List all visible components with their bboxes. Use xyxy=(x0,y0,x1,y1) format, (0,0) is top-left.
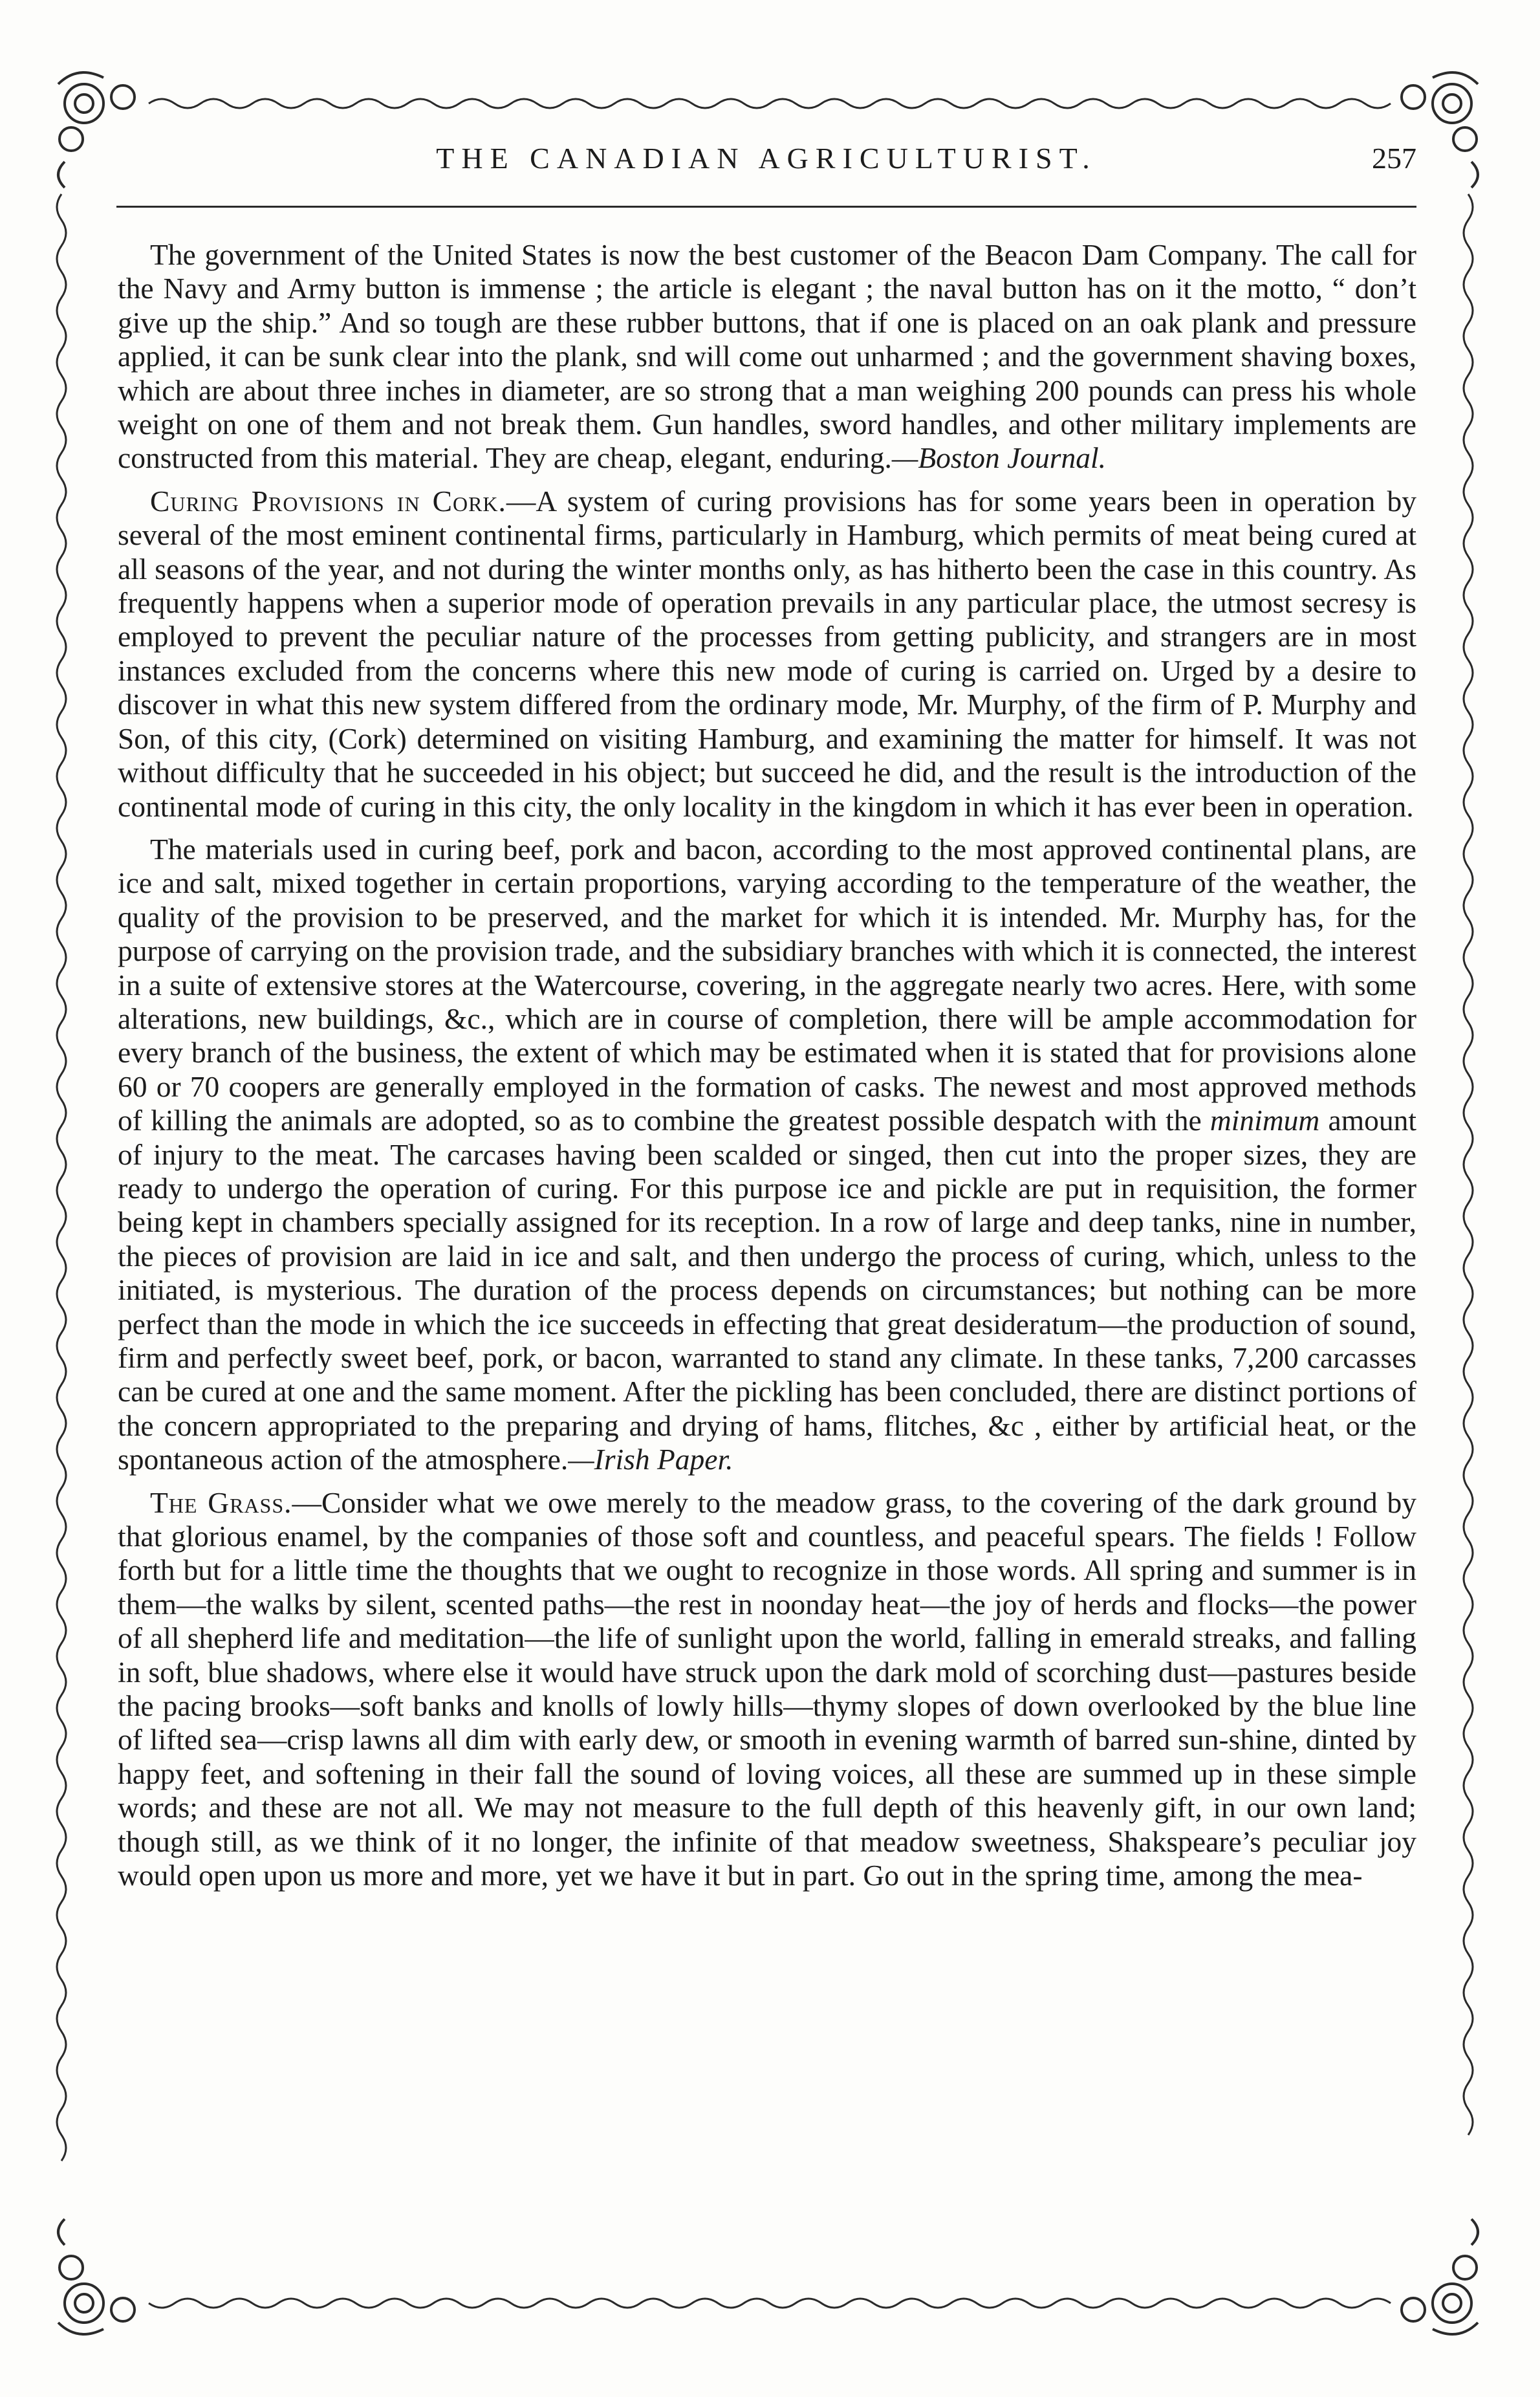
italic-text: —Irish Paper. xyxy=(568,1443,733,1476)
article-paragraph xyxy=(118,238,1416,476)
running-header xyxy=(116,133,1416,184)
body-text: The government of the United States is now the best customer of the Beacon Dam Company. The call for the Navy and Army button is immense ; the article is elegant ; the naval button has on it the motto, “ don’t give up the ship.” And so tough are these rubber buttons, that if one is placed on an oak plank and pressure applied, it can be sunk clear into the plank, snd will come out unharmed ; and the government shaving boxes, which are about three inches in diameter, are so strong that a man weighing 200 pounds can press his whole weight on one of them and not break them. Gun handles, sword handles, and other military implements are constructed from this material. They are cheap, elegant, enduring. xyxy=(118,238,1416,475)
article-heading: The Grass. xyxy=(150,1485,292,1519)
body-text: The materials used in curing beef, pork and bacon, according to the most approved continental plans, are ice and salt, mixed together in certain proportions, varying according to the temperature of the weather, the quality of the provision to be preserved, and the market for which it is intended. Mr. Murphy has, for the purpose of carrying on the provision trade, and the subsidiary branches with which it is connected, the interest in a suite of extensive stores at the Watercourse, covering, in the aggregate nearly two acres. Here, with some alterations, new buildings, &c., which are in course of completion, there will be ample accommodation for every branch of the business, the extent of which may be estimated when it is stated that for provisions alone 60 or 70 coopers are generally employed in the formation of casks. The newest and most approved methods of killing the animals are adopted, so as to combine the greatest possible despatch with the xyxy=(118,832,1416,1137)
article-paragraph xyxy=(118,833,1416,1477)
italic-text: —Boston Journal. xyxy=(891,441,1107,475)
body-text: amount of injury to the meat. The carcases having been scalded or singed, then cut into the proper sizes, they are ready to undergo the operation of curing. For this purpose ice and pickle are put in requisition, the former being kept in chambers specially assigned for its reception. In a row of large and deep tanks, nine in number, the pieces of provision are laid in ice and salt, and then undergo the process of curing, which, unless to the initiated, is mysterious. The duration of the process depends on circumstances; but nothing can be more perfect than the mode in which the ice succeeds in effecting that great desideratum—the production of sound, firm and perfectly sweet beef, pork, or bacon, warranted to stand any climate. In these tanks, 7,200 carcasses can be cured at one and the same moment. After the pickling has been concluded, there are distinct portions of the concern appropriated to the preparing and drying of hams, flitches, &c , either by artificial heat, or the spontaneous action of the atmosphere. xyxy=(118,1104,1416,1476)
article-paragraph xyxy=(118,1486,1416,1893)
bottom-left-corner-ornament xyxy=(58,2219,135,2334)
bottom-border-wave xyxy=(149,2299,1391,2308)
article-heading: Curing Provisions in Cork. xyxy=(150,484,506,518)
header-rule xyxy=(116,206,1416,208)
body-text: —A system of curing provisions has for some years been in operation by several of the most eminent continental firms, particularly in Hamburg, which permits of meat being cured at all seasons of the year, and not during the winter months only, as has hitherto been the case in this country. As frequently happens when a superior mode of operation prevails in any particular place, the utmost secresy is employed to prevent the peculiar nature of the processes from getting publicity, and strangers are in most instances excluded from the concerns where this new mode of curing is carried on. Urged by a desire to discover in what this new system differed from the ordinary mode, Mr. Murphy, of the firm of P. Murphy and Son, of this city, (Cork) determined on visiting Hamburg, and examining the matter for himself. It was not without difficulty that he succeeded in his object; but succeed he did, and the result is the introduction of the continental mode of curing in this city, the only locality in the kingdom in which it has ever been in operation. xyxy=(118,484,1416,823)
article-body xyxy=(118,238,1416,1902)
italic-text: minimum xyxy=(1209,1104,1320,1137)
publication-title: THE CANADIAN AGRICULTURIST. xyxy=(436,142,1097,175)
body-text: —Consider what we owe merely to the meadow grass, to the covering of the dark ground by that glorious enamel, by the companies of those soft and countless, and peaceful spears. The fields ! Follow forth but for a little time the thoughts that we ought to recognize in those words. All spring and summer is in them—the walks by silent, scented paths—the rest in noonday heat—the joy of herds and flocks—the power of all shepherd life and meditation—the life of sunlight upon the world, falling in emerald streaks, and falling in soft, blue shadows, where else it would have struck upon the dark mold of scorching dust—pastures beside the pacing brooks—soft banks and knolls of lowly hills—thymy slopes of down overlooked by the blue line of lifted sea—crisp lawns all dim with early dew, or smooth in evening warmth of barred sun-shine, dinted by happy feet, and softening in their fall the sound of loving voices, all these are summed up in these simple words; and these are not all. We may not measure to the full depth of this heavenly gift, in our own land; though still, as we think of it no longer, the infinite of that meadow sweetness, Shakspeare’s peculiar joy would open upon us more and more, yet we have it but in part. Go out in the spring time, among the mea- xyxy=(118,1485,1416,1892)
right-border-wave xyxy=(1464,194,1473,2135)
article-paragraph xyxy=(118,485,1416,824)
top-border-wave xyxy=(149,99,1391,108)
left-border-wave xyxy=(57,194,66,2161)
bottom-right-corner-ornament xyxy=(1402,2219,1478,2334)
page-number: 257 xyxy=(1372,142,1416,175)
